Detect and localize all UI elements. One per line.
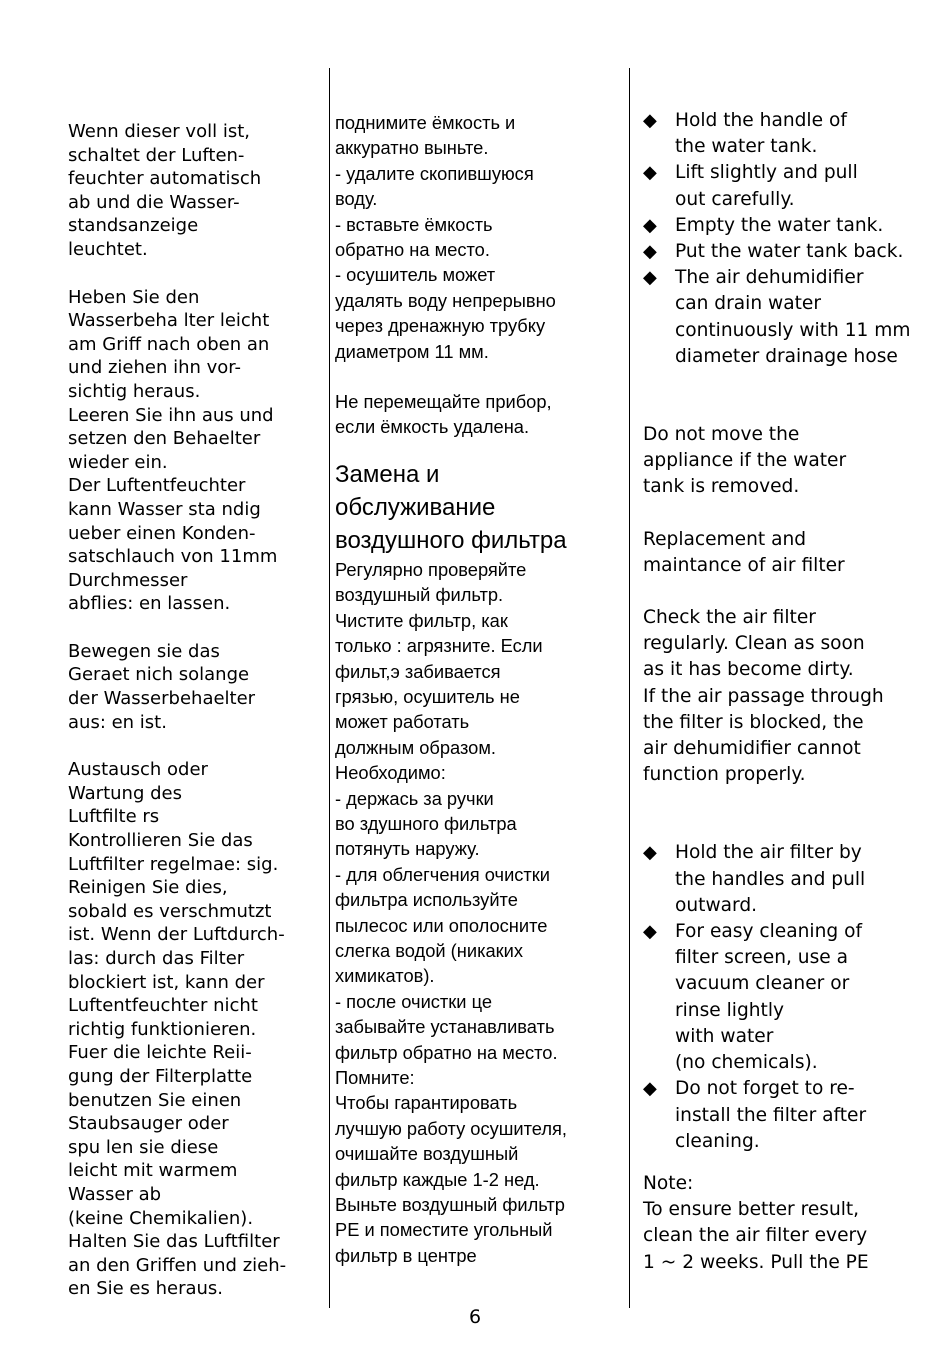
- text-line: может работать: [335, 711, 470, 733]
- text-line: Austausch oder: [68, 759, 208, 781]
- text-line: Der Luftentfeuchter: [68, 475, 246, 497]
- bullet-item: [643, 160, 943, 212]
- text-line: Luftentfeuchter nicht: [68, 995, 258, 1017]
- text-line: Hold the air filter by: [675, 842, 862, 864]
- text-line: Luftfilte rs: [68, 806, 160, 828]
- text-line: filter screen, use a: [675, 947, 849, 969]
- text-line: rinse lightly: [675, 999, 785, 1021]
- text-line: benutzen Sie einen: [68, 1089, 242, 1111]
- text-line: blockiert ist, kann der: [68, 971, 265, 993]
- english-column: [643, 108, 943, 1276]
- english-bullet-list-2: [643, 840, 943, 1154]
- text-line: - для облегчения очистки: [335, 863, 551, 885]
- text-line: очишайте воздушный: [335, 1143, 519, 1165]
- english-paragraph-2: [643, 605, 943, 788]
- text-line: грязью, осушитель не: [335, 685, 520, 707]
- text-line: continuously with 11 mm: [675, 319, 911, 341]
- text-line: as it has become dirty.: [643, 659, 854, 681]
- russian-paragraph-3: [335, 557, 620, 1268]
- text-line: воздушного фильтра: [335, 526, 567, 554]
- text-line: фильтр обратно на место.: [335, 1041, 558, 1063]
- text-line: удалять воду непрерывно: [335, 289, 556, 311]
- text-line: Put the water tank back.: [675, 241, 904, 263]
- text-line: Wasserbeha lter leicht: [68, 310, 270, 332]
- page-number: 6: [468, 1306, 482, 1328]
- text-line: 1 ~ 2 weeks. Pull the PE: [643, 1251, 869, 1273]
- text-line: am Griff nach oben an: [68, 333, 270, 355]
- text-line: забывайте устанавливать: [335, 1016, 555, 1038]
- diamond-bullet-icon: ◆: [643, 241, 657, 263]
- text-line: gung der Filterplatte: [68, 1065, 253, 1087]
- text-line: фильтр в центре: [335, 1244, 477, 1266]
- text-line: Reinigen Sie dies,: [68, 877, 228, 899]
- text-line: Check the air filter: [643, 607, 816, 629]
- bullet-item: [643, 1076, 943, 1155]
- text-line: The air dehumidifier: [675, 267, 864, 289]
- german-paragraph-4: [68, 758, 324, 1301]
- text-line: appliance if the water: [643, 450, 847, 472]
- text-line: слегка водой (никаких: [335, 939, 523, 961]
- text-line: химикатов).: [335, 965, 435, 987]
- text-line: clean the air filter every: [643, 1225, 868, 1247]
- text-line: leicht mit warmem: [68, 1160, 238, 1182]
- german-column: [68, 120, 324, 1301]
- text-line: воздушный фильтр.: [335, 584, 504, 606]
- text-line: во здушного фильтра: [335, 812, 517, 834]
- text-line: standsanzeige: [68, 215, 199, 237]
- text-line: потянуть наружу.: [335, 838, 480, 860]
- bullet-item: [643, 108, 943, 160]
- text-line: To ensure better result,: [643, 1199, 860, 1221]
- english-note: [643, 1171, 943, 1276]
- text-line: Регулярно проверяйте: [335, 558, 527, 580]
- text-line: фильтр каждые 1-2 нед.: [335, 1168, 540, 1190]
- text-line: regularly. Clean as soon: [643, 633, 865, 655]
- english-paragraph-1: [643, 422, 943, 501]
- text-line: maintance of air filter: [643, 554, 845, 576]
- text-line: las: durch das Filter: [68, 948, 245, 969]
- text-line: der Wasserbehaelter: [68, 688, 256, 710]
- text-line: ueber einen Konden-: [68, 522, 256, 544]
- text-line: en Sie es heraus.: [68, 1278, 224, 1300]
- text-line: wieder ein.: [68, 451, 168, 473]
- text-line: leuchtet.: [68, 238, 148, 260]
- text-line: - вставьте ёмкость: [335, 213, 493, 235]
- text-line: Heben Sie den: [68, 286, 200, 308]
- bullet-item: [643, 213, 943, 239]
- russian-section-heading: [335, 458, 620, 557]
- text-line: an den Griffen und zieh-: [68, 1254, 287, 1276]
- text-line: диаметром 11 мм.: [335, 340, 489, 362]
- text-line: только : агрязните. Если: [335, 635, 543, 657]
- text-line: aus: en ist.: [68, 711, 167, 733]
- text-line: Чистите фильтр, как: [335, 609, 508, 631]
- text-line: (no chemicals).: [675, 1052, 818, 1074]
- diamond-bullet-icon: ◆: [643, 214, 657, 236]
- text-line: Чтобы гарантировать: [335, 1092, 518, 1114]
- russian-column: [335, 110, 620, 1268]
- text-line: vacuum cleaner or: [675, 973, 850, 995]
- text-line: air dehumidifier cannot: [643, 738, 861, 760]
- text-line: ist. Wenn der Luftdurch-: [68, 924, 285, 946]
- text-line: diameter drainage hose: [675, 345, 898, 367]
- text-line: Wasser ab: [68, 1183, 162, 1205]
- text-line: через дренажную трубку: [335, 315, 546, 337]
- text-line: Staubsauger oder: [68, 1113, 229, 1135]
- text-line: Do not forget to re-: [675, 1078, 855, 1100]
- text-line: spu len sie diese: [68, 1136, 219, 1158]
- text-line: Kontrollieren Sie das: [68, 830, 253, 852]
- german-paragraph-3: [68, 640, 324, 734]
- text-line: Geraet nich solange: [68, 664, 250, 686]
- text-line: (keine Chemikalien).: [68, 1207, 254, 1229]
- text-line: если ёмкость удалена.: [335, 416, 530, 438]
- text-line: Замена и: [335, 460, 440, 488]
- text-line: outward.: [675, 894, 758, 916]
- text-line: schaltet der Luften-: [68, 144, 245, 166]
- text-line: kann Wasser sta ndig: [68, 498, 261, 520]
- text-line: пылесос или ополосните: [335, 914, 548, 936]
- text-line: Не перемещайте прибор,: [335, 391, 552, 413]
- column-divider-left: [329, 68, 330, 1308]
- text-line: - осушитель может: [335, 264, 496, 286]
- text-line: function properly.: [643, 764, 806, 786]
- german-paragraph-1: [68, 120, 324, 262]
- diamond-bullet-icon: ◆: [643, 842, 657, 864]
- text-line: sichtig heraus.: [68, 380, 201, 402]
- text-line: with water: [675, 1025, 774, 1047]
- text-line: ab und die Wasser-: [68, 191, 240, 213]
- text-line: the filter is blocked, the: [643, 711, 864, 733]
- text-line: the water tank.: [675, 136, 818, 158]
- diamond-bullet-icon: ◆: [643, 110, 657, 131]
- text-line: If the air passage through: [643, 685, 884, 707]
- russian-paragraph-1: [335, 110, 620, 364]
- text-line: Durchmesser: [68, 569, 188, 591]
- text-line: Выньте воздушный фильтр: [335, 1194, 565, 1216]
- text-line: und ziehen ihn vor-: [68, 357, 242, 379]
- text-line: abflies: en lassen.: [68, 593, 231, 615]
- diamond-bullet-icon: ◆: [643, 267, 657, 289]
- text-line: satschlauch von 11mm: [68, 546, 278, 568]
- text-line: Bewegen sie das: [68, 640, 220, 662]
- text-line: richtig funktionieren.: [68, 1018, 257, 1040]
- text-line: setzen den Behaelter: [68, 428, 261, 450]
- bullet-item: [643, 919, 943, 1076]
- text-line: обслуживание: [335, 493, 496, 521]
- english-section-heading: [643, 527, 943, 579]
- diamond-bullet-icon: ◆: [643, 921, 657, 943]
- text-line: лучшую работу осушителя,: [335, 1117, 567, 1139]
- bullet-item: [643, 840, 943, 919]
- text-line: Halten Sie das Luftfilter: [68, 1231, 280, 1253]
- diamond-bullet-icon: ◆: [643, 1078, 657, 1100]
- text-line: должным образом.: [335, 736, 496, 758]
- text-line: Leeren Sie ihn aus und: [68, 404, 274, 426]
- text-line: the handles and pull: [675, 868, 866, 890]
- text-line: фильт,э забивается: [335, 660, 501, 682]
- text-line: Fuer die leichte Reii-: [68, 1042, 252, 1064]
- german-paragraph-2: [68, 286, 324, 616]
- text-line: воду.: [335, 188, 378, 210]
- column-divider-right: [629, 68, 630, 1308]
- english-bullet-list-1: [643, 108, 943, 370]
- text-line: Wartung des: [68, 782, 182, 804]
- bullet-item: [643, 239, 943, 265]
- text-line: Empty the water tank.: [675, 214, 884, 236]
- text-line: Do not move the: [643, 424, 800, 446]
- text-line: - после очистки це: [335, 990, 493, 1012]
- text-line: out carefully.: [675, 188, 795, 210]
- text-line: For easy cleaning of: [675, 921, 862, 943]
- text-line: sobald es verschmutzt: [68, 900, 272, 922]
- text-line: фильтра используйте: [335, 889, 518, 911]
- text-line: Hold the handle of: [675, 110, 847, 131]
- text-line: Luftfilter regelmae: sig.: [68, 853, 279, 875]
- text-line: - держась за ручки: [335, 787, 494, 809]
- text-line: cleaning.: [675, 1130, 760, 1152]
- diamond-bullet-icon: ◆: [643, 162, 657, 184]
- text-line: Wenn dieser voll ist,: [68, 121, 250, 142]
- text-line: Помните:: [335, 1067, 415, 1088]
- text-line: install the filter after: [675, 1104, 867, 1126]
- text-line: аккуратно выньте.: [335, 137, 489, 159]
- text-line: can drain water: [675, 293, 821, 315]
- text-line: Replacement and: [643, 528, 807, 550]
- russian-paragraph-2: [335, 389, 620, 440]
- text-line: feuchter automatisch: [68, 168, 262, 190]
- text-line: - удалите скопившуюся: [335, 162, 534, 184]
- text-line: Note:: [643, 1172, 694, 1194]
- text-line: Lift slightly and pull: [675, 162, 858, 184]
- text-line: Необходимо:: [335, 762, 446, 784]
- text-line: обратно на место.: [335, 239, 490, 261]
- text-line: поднимите ёмкость и: [335, 112, 516, 133]
- text-line: tank is removed.: [643, 476, 800, 498]
- text-line: РЕ и поместите угольный: [335, 1219, 553, 1241]
- bullet-item: [643, 265, 943, 370]
